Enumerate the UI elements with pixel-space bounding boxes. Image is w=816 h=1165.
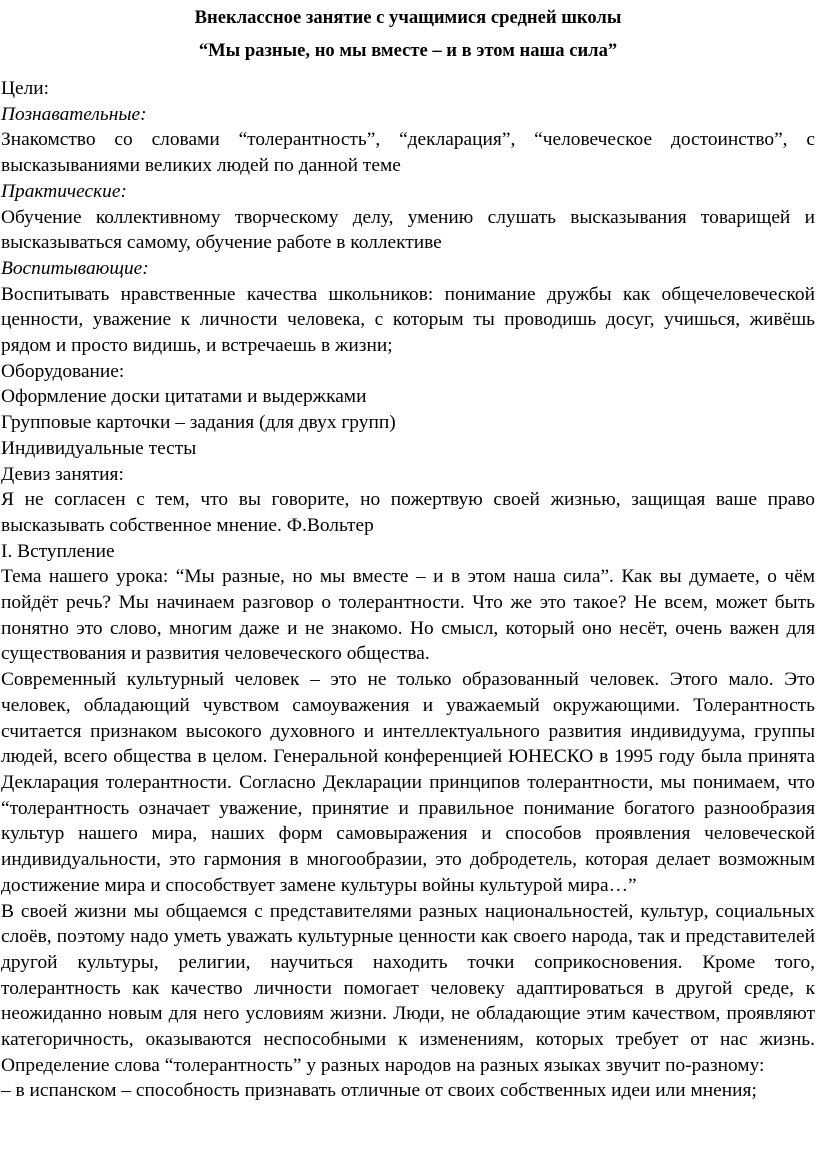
document-subtitle: “Мы разные, но мы вместе – и в этом наша сила”	[198, 40, 618, 61]
educational-goals-text: Воспитывать нравственные качества школьников: понимание дружбы как общечеловеческой ценности, уважение к личности человека, с которым ты проводишь досуг, учишься, живёшь рядом и просто видишь, и встречаешь в жизни;	[1, 283, 815, 357]
goals-label: Цели:	[1, 78, 50, 99]
educational-goals-label: Воспитывающие:	[1, 257, 149, 279]
equipment-item: Групповые карточки – задания (для двух групп)	[1, 412, 396, 434]
equipment-item: Индивидуальные тесты	[1, 437, 197, 459]
document-title: Внеклассное занятие с учащимися средней школы	[194, 7, 622, 28]
body-paragraph: Тема нашего урока: “Мы разные, но мы вместе – и в этом наша сила”. Как вы думаете, о чём пойдёт речь? Мы начинаем разговор о толерантности. Что же это такое? Не всем, может быть понятно это слово, многим даже и не знакомо. Но смысл, который оно несёт, очень важен для существования и развития человеческого общества.	[1, 566, 815, 665]
motto-label: Девиз занятия:	[1, 463, 124, 485]
body-paragraph: – в испанском – способность признавать отличные от своих собственных идеи или мнения;	[1, 1080, 757, 1102]
practical-goals-label: Практические:	[1, 180, 127, 202]
cognitive-goals-label: Познавательные:	[1, 103, 147, 125]
equipment-label: Оборудование:	[1, 360, 125, 382]
body-paragraph: Современный культурный человек – это не только образованный человек. Этого мало. Это человек, обладающий чувством самоуважения и уважаемый окружающими. Толерантность считается признаком высокого духовного и интеллектуального развития индивидуума, группы людей, всего общества в целом. Генеральной конференцией ЮНЕСКО в 1995 году была принята Декларация толерантности. Согласно Декларации принципов толерантности, мы понимаем, что “толерантность означает уважение, принятие и правильное понимание богатого разнообразия культур нашего мира, наших форм самовыражения и способов проявления человеческой индивидуальности, это гармония в многообразии, это добродетель, которая делает возможным достижение мира и способствует замене культуры войны культурой мира…”	[1, 669, 815, 896]
motto-text: Я не согласен с тем, что вы говорите, но пожертвую своей жизнью, защищая ваше право высказывать собственное мнение. Ф.Вольтер	[1, 489, 815, 536]
equipment-item: Оформление доски цитатами и выдержками	[1, 386, 367, 408]
section-heading: I. Вступление	[1, 540, 115, 562]
body-paragraph: В своей жизни мы общаемся с представителями разных национальностей, культур, социальных слоёв, поэтому надо уметь уважать культурные ценности как своего народа, так и представителей другой культуры, религии, научиться находить точки соприкосновения. Кроме того, толерантность как качество личности помогает человеку адаптироваться в другой среде, к неожиданно новым для него условиям жизни. Люди, не обладающие этим качеством, проявляют категоричность, оказываются неспособными к изменениям, которых требует от нас жизнь. Определение слова “толерантность” у разных народов на разных языках звучит по-разному:	[1, 900, 815, 1076]
practical-goals-text: Обучение коллективному творческому делу, умению слушать высказывания товарищей и высказываться самому, обучение работе в коллективе	[1, 206, 815, 254]
cognitive-goals-text: Знакомство со словами “толерантность”, “декларация”, “человеческое достоинство”, с высказываниями великих людей по данной теме	[1, 129, 815, 177]
document-body	[1, 76, 815, 1104]
